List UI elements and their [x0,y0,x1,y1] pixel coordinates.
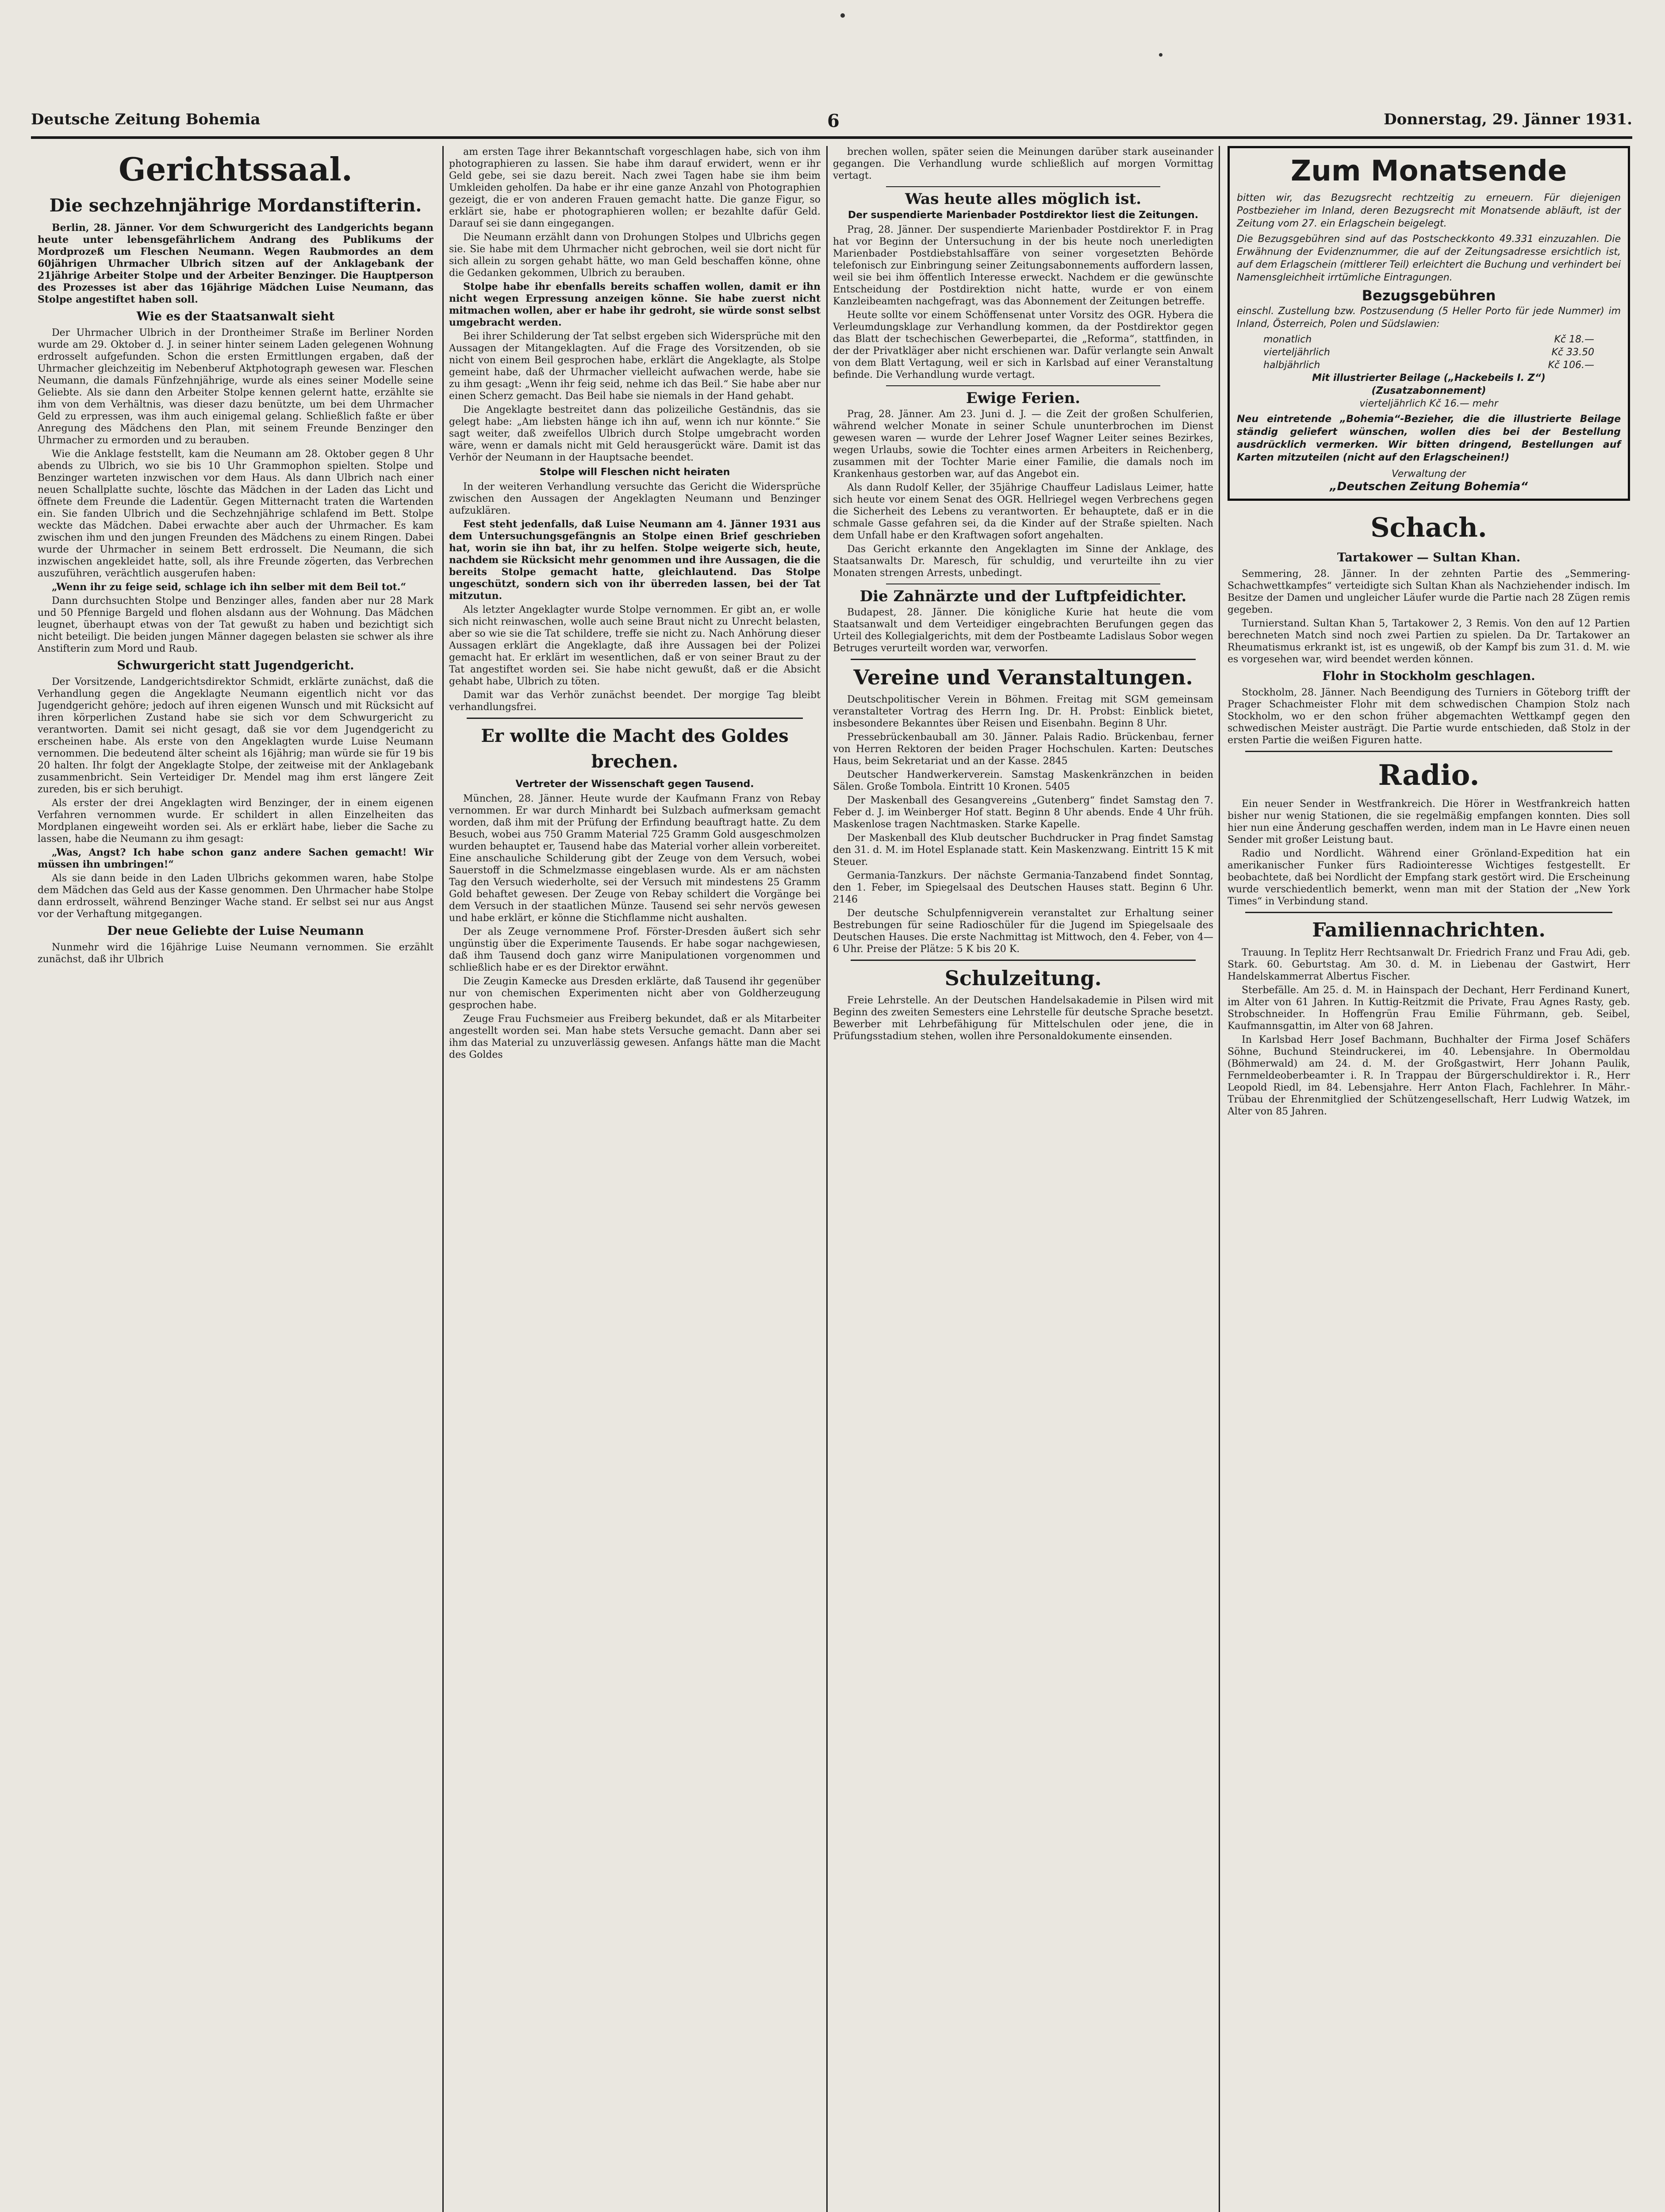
paragraph: Als erster der drei Angeklagten wird Benzinger, der in einem eigenen Verfahren vernommen wurde. Er schildert in allen Einzelheiten das Mordplanen eingeweiht worden sei. Als er erklärt habe, lieber die Sache zu lassen, habe die Neumann zu ihm gesagt: [38,798,434,845]
price-label: monatlich [1263,334,1312,345]
paragraph: Damit war das Verhör zunächst beendet. Der morgige Tag bleibt verhandlungsfrei. [449,690,821,713]
price-row [1237,359,1621,372]
event-notice: Deutscher Handwerkerverein. Samstag Maskenkränzchen in beiden Sälen. Große Tombola. Eintritt 10 Kronen. 5405 [833,769,1213,792]
article-headline: Ewige Ferien. [966,389,1081,407]
paragraph-bold: Stolpe habe ihr ebenfalls bereits schaffen wollen, damit er ihn nicht wegen Erpressung anzeigen könne. Sie habe zuerst nicht mitmachen wollen, aber er habe ihr gedroht, sie würde sonst selbst umgebracht werden. [449,281,821,328]
subscription-notice [1228,146,1630,501]
ad-text: vierteljährlich Kč 16.— mehr [1359,398,1498,409]
event-notice: Pressebrückenbauball am 30. Jänner. Palais Radio. Brückenbau, ferner von Herren Rektoren der beiden Prager Hochschulen. Karten: Deutsches Haus, beim Sekretariat und an der Kasse. 2845 [833,732,1213,767]
ad-heading: Bezugsgebühren [1362,287,1496,304]
column-divider [826,146,828,2212]
paragraph: Semmering, 28. Jänner. In der zehnten Partie des „Semmering-Schachwettkampfes“ verteidigte sich Sultan Khan als Nachziehender indisch. Im Besitze der Damen und ungleicher Läufer wurde die Partie nach 28 Zügen remis gegeben. [1228,568,1630,615]
article-headline: Er wollte die Macht des Goldes brechen. [481,726,789,772]
paragraph: Als sie dann beide in den Laden Ulbrichs gekommen waren, habe Stolpe dem Mädchen das Geld aus der Kasse genommen. Den Uhrmacher habe Stolpe dann erdrosselt, während Benzinger Wache stand. Er selbst sei nur aus Angst vor der Verhaftung mitgegangen. [38,873,434,920]
paragraph: Budapest, 28. Jänner. Die königliche Kurie hat heute die vom Staatsanwalt und dem Verteidiger eingebrachten Berufungen gegen das Urteil des Kollegialgerichts, mit dem der Postbeamte Ladislaus Sobor wegen Betruges verurteilt worden war, verworfen. [833,607,1213,654]
paragraph: Prag, 28. Jänner. Am 23. Juni d. J. — die Zeit der großen Schulferien, während welcher Monate in seiner Schule ununterbrochen im Dienst gewesen waren — wurde der Lehrer Josef Wagner Leiter seines Bezirkes, wegen Urlaubs, sowie die Tochter eines armen Arbeiters in Reichenberg, zusammen mit der Tochter Marie einer Familie, die damals noch im Krankenhaus gestorben war, auf das Angebot ein. [833,409,1213,480]
paper-name: Deutsche Zeitung Bohemia [31,111,261,128]
article-lead: Berlin, 28. Jänner. Vor dem Schwurgericht des Landgerichts begann heute unter lebensgefährlichem Andrang des Publikums der Mordprozeß um Fleschen Neumann. Wegen Raubmordes an dem 60jährigen Uhrmacher Ulbrich sitzen auf der Anklagebank der 21jährige Arbeiter Stolpe und der Arbeiter Benzinger. Die Hauptperson des Prozesses ist aber das 16jährige Mädchen Luise Neumann, das Stolpe angestiftet haben soll. [38,222,434,305]
paragraph: Turnierstand. Sultan Khan 5, Tartakower 2, 3 Remis. Von den auf 12 Partien berechneten Match sind noch zwei Partien zu spielen. Da Dr. Tartakower an Rheumatismus erkrankt ist, ist es ungewiß, ob der Kampf bis zum 31. d. M. wie es vorgesehen war, wird beendet werden können. [1228,618,1630,665]
scan-speck [840,13,845,18]
ad-text: Mit illustrierter Beilage („Hackebeils I. Z“) [1312,373,1546,384]
column-2 [449,146,821,2212]
divider [1245,912,1612,913]
ad-signature: Verwaltung der [1392,469,1466,480]
paragraph: Freie Lehrstelle. An der Deutschen Handelsakademie in Pilsen wird mit Beginn des zweiten Semesters eine Lehrstelle für deutsche Sprache besetzt. Bewerber mit Lehrbefähigung für Mittelschulen oder jene, die in Prüfungsstadium stehen, wollen ihre Personaldokumente einsenden. [833,995,1213,1042]
subheading: Stolpe will Fleschen nicht heiraten [539,467,730,478]
paragraph: Der als Zeuge vernommene Prof. Förster-Dresden äußert sich sehr ungünstig über die Experimente Tausends. Er habe sogar nachgewiesen, daß ihm Tausend doch ganz wirre Manipulationen vorgenommen und schließlich habe er es der Direktor erwähnt. [449,926,821,973]
ad-text: einschl. Zustellung bzw. Postzusendung (5 Heller Porto für jede Nummer) im Inland, Österreich, Polen und Südslawien: [1237,306,1621,330]
section-title: Familiennachrichten. [1312,919,1546,941]
article-headline: Die sechzehnjährige Mordanstifterin. [49,195,422,216]
paragraph: Die Zeugin Kamecke aus Dresden erklärte, daß Tausend ihr gegenüber nur von chemischen Experimenten nicht aber von Goldherzeugung gesprochen habe. [449,976,821,1011]
paragraph: Die Angeklagte bestreitet dann das polizeiliche Geständnis, das sie gelegt habe: „Am liebsten hänge ich ihn auf, wenn ich nur könnte.“ Sie sagt weiter, daß zweifellos Ulbrich durch Stolpe umgebracht worden wäre, wenn er damals nicht mit Geld herausgerückt wäre. Damit ist das Verhör der Neumann in der Hauptsache beendet. [449,404,821,463]
quote: „Was, Angst? Ich habe schon ganz andere Sachen gemacht! Wir müssen ihn umbringen!“ [38,847,434,870]
paragraph: Stockholm, 28. Jänner. Nach Beendigung des Turniers in Göteborg trifft der Prager Schachmeister Flohr mit dem schwedischen Champion Stolz nach Stockholm, wo er den schon früher abgemachten Wettkampf gegen den schwedischen Meister austrägt. Die Partie wurde entschieden, daß Stolz in der ersten Partie die weißen Figuren hatte. [1228,687,1630,746]
ad-signature: „Deutschen Zeitung Bohemia“ [1329,480,1528,493]
divider [851,960,1196,961]
paragraph: Wie die Anklage feststellt, kam die Neumann am 28. Oktober gegen 8 Uhr abends zu Ulbrich, wo sie bis 10 Uhr Grammophon spielten. Stolpe und Benzinger warteten inzwischen vor dem Haus. Als dann Ulbrich nach einer neuen Schallplatte suchte, löschte das Mädchen in der Laden das Licht und öffnete dem Freunde die Ladentür. Gegen Mitternacht traten die Wartenden ein. Sie fanden Ulbrich und die Sechzehnjährige schlafend im Bett. Stolpe weckte das Mädchen. Dabei erwachte aber auch der Uhrmacher. Es kam zwischen ihm und den jungen Freunden des Mädchens zu einem Ringen. Dabei wurde der Uhrmacher in seinem Bett erdrosselt. Die Neumann, die sich inzwischen angekleidet hatte, soll, als ihre Freunde zögerten, das Verbrechen auszuführen, verächtlich ausgerufen haben: [38,449,434,579]
divider [851,659,1196,660]
event-notice: Der Maskenball des Klub deutscher Buchdrucker in Prag findet Samstag den 31. d. M. im Hotel Esplanade statt. Kein Maskenzwang. Eintritt 15 K mit Steuer. [833,833,1213,868]
event-notice: Germania-Tanzkurs. Der nächste Germania-Tanzabend findet Sonntag, den 1. Feber, im Spiegelsaal des Deutschen Hauses statt. Beginn 6 Uhr. 2146 [833,870,1213,905]
paragraph: Radio und Nordlicht. Während einer Grönland-Expedition hat ein amerikanischer Funker fürs Radiointeresse Wichtiges festgestellt. Er beobachtete, daß bei Nordlicht der Empfang stark gestört wird. Die Erscheinung wurde verschiedentlich bemerkt, wenn man mit der Station der „New York Times“ in Verbindung stand. [1228,848,1630,907]
ad-title: Zum Monatsende [1290,155,1567,188]
price-label: vierteljährlich [1263,347,1330,358]
paragraph: Als dann Rudolf Keller, der 35jährige Chauffeur Ladislaus Leimer, hatte sich heute vor einem Senat des OGR. Hellriegel wegen Verbrechens gegen die Sicherheit des Lebens zu verantworten. Er behauptete, daß er in die schmale Gasse gefahren sei, da die Kinder auf der Straße spielten. Nach dem Unfall habe er den Kraftwagen sofort angehalten. [833,482,1213,541]
paragraph: Ein neuer Sender in Westfrankreich. Die Hörer in Westfrankreich hatten bisher nur wenig Stationen, die sie regelmäßig empfangen konnten. Dies soll hier nun eine Änderung geschaffen werden, indem man in Le Havre einen neuen Sender mit großer Leistung baut. [1228,799,1630,845]
event-notice: Deutschpolitischer Verein in Böhmen. Freitag mit SGM gemeinsam veranstalteter Vortrag des Herrn Ing. Dr. H. Probst: Einblick bietet, insbesondere Bekanntes über Reisen und Eisenbahn. Beginn 8 Uhr. [833,694,1213,729]
section-title: Schulzeitung. [944,966,1102,990]
section-title: Schach. [1370,512,1487,543]
divider [886,186,1160,187]
column-1 [38,146,434,2212]
subheading: Vertreter der Wissenschaft gegen Tausend. [515,779,754,790]
subheading: Der suspendierte Marienbader Postdirektor liest die Zeitungen. [848,210,1199,221]
ad-text: Die Bezugsgebühren sind auf das Postscheckkonto 49.331 einzuzahlen. Die Erwähnung der Evidenznummer, die auf der Zeitungsadresse ersichtlich ist, auf dem Erlagschein (mittlerer Teil) erleichtert die Buchung und verhindert bei Namensgleichheit irrtümliche Eintragungen. [1237,234,1621,283]
section-title: Gerichtssaal. [119,150,353,188]
price-value: Kč 106.— [1548,360,1594,371]
quote: „Wenn ihr zu feige seid, schlage ich ihn selber mit dem Beil tot.“ [52,581,407,593]
column-4 [1228,146,1630,2212]
article-headline: Was heute alles möglich ist. [905,190,1142,208]
event-notice: Der deutsche Schulpfennigverein veranstaltet zur Erhaltung seiner Bestrebungen für seine Radioschüler für die Jugend im Spiegelsaale des Deutschen Hauses. Die erste Nachmittag ist Mittwoch, den 4. Feber, von 4—6 Uhr. Preise der Plätze: 5 K bis 20 K. [833,908,1213,955]
price-value: Kč 18.— [1554,334,1594,345]
paragraph: Sterbefälle. Am 25. d. M. in Hainspach der Dechant, Herr Ferdinand Kunert, im Alter von 61 Jahren. In Kuttig-Reitzmit die Private, Frau Agnes Rasty, geb. Strobschneider. In Hoffengrün Frau Emilie Führmann, geb. Seibel, Kaufmannsgattin, im Alter von 68 Jahren. [1228,985,1630,1032]
page-number: 6 [827,111,840,131]
subheading: Der neue Geliebte der Luise Neumann [107,924,364,938]
article-headline: Die Zahnärzte und der Luftpfeidichter. [859,588,1187,605]
price-row [1237,333,1621,346]
paragraph: Trauung. In Teplitz Herr Rechtsanwalt Dr. Friedrich Franz und Frau Adi, geb. Stark. 60. Geburtstag. Am 30. d. M. in Liebenau der Gastwirt, Herr Handelskammerrat Albertus Fischer. [1228,947,1630,982]
section-title: Vereine und Veranstaltungen. [853,665,1193,689]
paragraph: In der weiteren Verhandlung versuchte das Gericht die Widersprüche zwischen den Aussagen der Angeklagten Neumann und Benzinger aufzuklären. [449,481,821,516]
paragraph: Zeuge Frau Fuchsmeier aus Freiberg bekundet, daß er als Mitarbeiter angestellt worden sei. Man habe stets Versuche gemacht. Dann aber sei ihm das Material zu unzuverlässig gewesen. Anfangs hätte man die Macht des Goldes [449,1014,821,1060]
paragraph: Der Uhrmacher Ulbrich in der Drontheimer Straße im Berliner Norden wurde am 29. Oktober d. J. in seiner hinter seinem Laden gelegenen Wohnung erdrosselt aufgefunden. Schon die ersten Ermittlungen ergaben, daß der Uhrmacher gleichzeitig im Nebenberuf Aktphotograph gewesen war. Fleschen Neumann, die damals Fünfzehnjährige, wurde als eines seiner Modelle seine Geliebte. Als sie dann den Arbeiter Stolpe kennen gelernt hatte, erzählte sie ihm von dem Verhältnis, was dieser dazu benützte, um bei dem Uhrmacher Geld zu erpressen, was ihm auch einigemal gelang. Schließlich faßte er über Anregung des Mädchens den Plan, mit seinem Freunde Benzinger den Uhrmacher zu ermorden und zu berauben. [38,327,434,446]
subheading: Schwurgericht statt Jugendgericht. [117,659,354,672]
column-divider [1219,146,1220,2212]
column-3 [833,146,1213,2212]
paragraph: In Karlsbad Herr Josef Bachmann, Buchhalter der Firma Josef Schäfers Söhne, Buchund Steindruckerei, im 40. Lebensjahre. In Obermoldau (Böhmerwald) am 24. d. M. der Großgastwirt, Herr Johann Paulik, Fernmeldeoberbeamter i. R. In Trappau der Bürgerschuldirektor i. R., Herr Leopold Riedl, im 84. Lebensjahre. Herr Anton Flach, Fachlehrer. In Mähr.-Trübau der Ehrenmitglied der Schützengesellschaft, Herr Ludwig Watzek, im Alter von 85 Jahren. [1228,1034,1630,1117]
divider [886,385,1160,386]
paragraph: Als letzter Angeklagter wurde Stolpe vernommen. Er gibt an, er wolle sich nicht reinwaschen, wolle auch seine Braut nicht zu Unrecht belasten, aber so wie sie die Tat schildere, treffe sie nicht zu. Nach Anhörung dieser Aussagen erklärt die Angeklagte, daß ihre Aussagen bei der Polizei gemacht hat. Er erklärt im wesentlichen, daß er von seiner Braut zu der Tat angestiftet worden sei. Sie habe nicht gewußt, daß er die Absicht gehabt habe, Ulbrich zu töten. [449,604,821,687]
paragraph: Dann durchsuchten Stolpe und Benzinger alles, fanden aber nur 28 Mark und 50 Pfennige Bargeld und flohen alsdann aus der Wohnung. Das Mädchen leugnet, überhaupt etwas von der Tat gewußt zu haben und bezichtigt sich nicht beteiligt. Die beiden jungen Männer dagegen belasten sie schwer als ihre Anstifterin zum Mord und Raub. [38,595,434,654]
paragraph-bold: Fest steht jedenfalls, daß Luise Neumann am 4. Jänner 1931 aus dem Untersuchungsgefängnis an Stolpe einen Brief geschrieben hat, worin sie ihn bat, ihr zu helfen. Stolpe weigerte sich, heute, nachdem sie Rücksicht mehr genommen und ihre Aussagen, die die bereits Stolpe gemacht hatte, gleichlautend. Das Stolpe ungeschützt, sondern sich von ihr überreden lassen, bei der Tat mitzutun. [449,518,821,602]
paragraph: Heute sollte vor einem Schöffensenat unter Vorsitz des OGR. Hybera die Verleumdungsklage zur Verhandlung kommen, da der Postdirektor gegen das Blatt der tschechischen Gewerbepartei, die „Reforma“, stattfinden, in der der Privatkläger aber nicht erschienen war. Dafür verlangte sein Anwalt von dem Blatt Vertagung, weil er sich in Karlsbad auf einer Veranstaltung befinde. Die Verhandlung wurde vertagt. [833,310,1213,380]
divider [467,718,803,719]
ad-text: Neu eintretende „Bohemia“-Bezieher, die die illustrierte Beilage ständig geliefert wünschen, wollen dies bei der Bestellung ausdrücklich vermerken. Wir bitten dringend, Bestellungen auf Karten mitzuteilen (nicht auf den Erlagscheinen!) [1237,414,1621,463]
paragraph: München, 28. Jänner. Heute wurde der Kaufmann Franz von Rebay vernommen. Er war durch Minhardt bei Sulzbach aufmerksam gemacht worden, daß ihm mit der Prüfung der Erfindung beauftragt hatte. Zu dem Besuch, wobei aus 750 Gramm Material 725 Gramm Gold ausgeschmolzen wurden behauptet er, Tausend habe das Material vorher allein vorbereitet. Eine anschauliche Schilderung gibt der Zeuge von dem Versuch, wobei Sauerstoff in die Schmelzmasse eingeblasen wurde. Als er am nächsten Tag den Versuch wiederholte, sei der Versuch mit mindestens 25 Gramm Gold behaftet gewesen. Der Zeuge von Rebay schildert die Vorgänge bei dem Versuch in der staatlichen Münze. Tausend sei sehr nervös gewesen und habe erklärt, er könne die Stichflamme nicht aushalten. [449,793,821,924]
subheading: Tartakower — Sultan Khan. [1337,551,1521,565]
price-value: Kč 33.50 [1551,347,1594,358]
page-header [31,111,1632,137]
subheading: Flohr in Stockholm geschlagen. [1322,669,1535,683]
header-rule [31,136,1632,139]
section-title: Radio. [1378,759,1480,792]
price-label: halbjährlich [1263,360,1320,371]
paragraph: Die Neumann erzählt dann von Drohungen Stolpes und Ulbrichs gegen sie. Sie habe mit dem Uhrmacher nicht gebrochen, weil sie dort nicht für sich allein zu sorgen gehabt hätte, wo man Geld beschaffen könne, ohne die Gedanken gekommen, Ulbrich zu berauben. [449,232,821,279]
price-row [1237,346,1621,359]
event-notice: Der Maskenball des Gesangvereins „Gutenberg“ findet Samstag den 7. Feber d. J. im Weinberger Hof statt. Beginn 8 Uhr abends. Ende 4 Uhr früh. Maskenlose tragen Nachtmasken. Starke Kapelle. [833,795,1213,830]
scan-speck [1159,53,1162,57]
divider [1245,751,1612,752]
paragraph: am ersten Tage ihrer Bekanntschaft vorgeschlagen habe, sich von ihm photographieren zu lassen. Sie habe ihm darauf erwidert, wenn er ihr Geld gebe, sei sie dazu bereit. Nach zwei Tagen habe sie ihm beim Umkleiden geholfen. Da habe er ihr eine ganze Anzahl von Photographien gezeigt, die er von anderen Frauen gemacht hatte. Die ganze Figur, so erklärt sie, habe er photographieren wollen; er bezahlte dafür Geld. Darauf sei sie dann eingegangen. [449,146,821,229]
subheading: Wie es der Staatsanwalt sieht [136,310,335,323]
column-divider [442,146,444,2212]
paragraph: Bei ihrer Schilderung der Tat selbst ergeben sich Widersprüche mit den Aussagen der Mitangeklagten. Auf die Frage des Vorsitzenden, ob sie nicht von einem Beil gesprochen habe, erklärt die Angeklagte, als Stolpe gemeint habe, daß der Uhrmacher vielleicht aufwachen werde, habe sie zu ihm gesagt: „Wenn ihr feig seid, nehme ich das Beil.“ Sie habe aber nur einen Scherz gemacht. Das Beil habe sie niemals in der Hand gehabt. [449,331,821,402]
paragraph: Prag, 28. Jänner. Der suspendierte Marienbader Postdirektor F. in Prag hat vor Beginn der Untersuchung in der bis heute noch unerledigten Marienbader Postdiebstahlsaffäre von seiner vorgesetzten Behörde telefonisch zur Einbringung seiner Zeitungsabonnements auffordern lassen, weil sie bei ihm öffentlich Interesse erweckt. Nachdem er die gewünschte Entscheidung der Postdirektion nicht hatte, wurde er von einem Kanzleibeamten nachgefragt, was das Abonnement der Zeitungen betreffe. [833,224,1213,307]
paragraph: brechen wollen, später seien die Meinungen darüber stark auseinander gegangen. Die Verhandlung wurde schließlich auf morgen Vormittag vertagt. [833,146,1213,181]
paragraph: Nunmehr wird die 16jährige Luise Neumann vernommen. Sie erzählt zunächst, daß ihr Ulbrich [38,942,434,965]
issue-date: Donnerstag, 29. Jänner 1931. [1384,111,1632,128]
ad-text: bitten wir, das Bezugsrecht rechtzeitig zu erneuern. Für diejenigen Postbezieher im Inland, deren Bezugsrecht mit Monatsende abläuft, ist der Zeitung vom 27. ein Erlagschein beigelegt. [1237,192,1621,229]
ad-text: (Zusatzabonnement) [1371,385,1486,396]
paragraph: Der Vorsitzende, Landgerichtsdirektor Schmidt, erklärte zunächst, daß die Verhandlung gegen die Angeklagte Neumann eigentlich nicht vor das Jugendgericht gehöre; jedoch auf ihren eigenen Wunsch und mit Rücksicht auf ihren körperlichen Zustand habe sie sich vor dem Schwurgericht zu verantworten. Damit sei nicht gesagt, daß sie vor dem Jugendgericht zu erscheinen habe. Als erste von den Angeklagten wurde Luise Neumann vernommen. Die bedeutend älter scheint als 16jährig; man würde sie für 19 bis 20 halten. Ihr folgt der Angeklagte Stolpe, der zeitweise mit der Anklagebank zusammenbricht. Sein Verteidiger Dr. Mendel mag ihm erst längere Zeit zureden, bis er sich beruhigt. [38,676,434,795]
paragraph: Das Gericht erkannte den Angeklagten im Sinne der Anklage, des Staatsanwalts Dr. Maresch, für schuldig, und verurteilte ihn zu vier Monaten strengen Arrests, unbedingt. [833,544,1213,579]
